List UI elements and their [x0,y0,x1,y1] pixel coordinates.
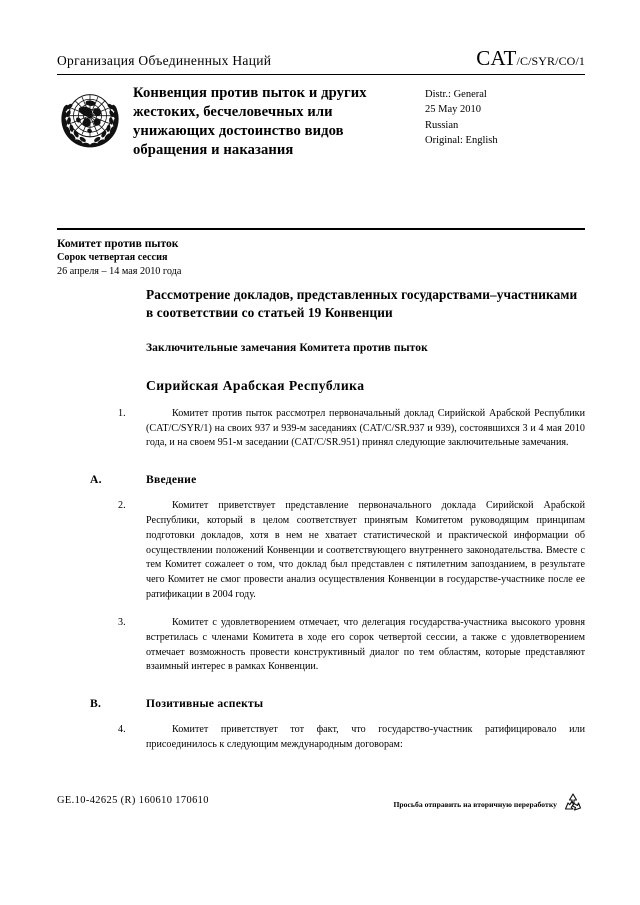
document-symbol-suffix: /C/SYR/CO/1 [516,54,585,68]
committee-session: Сорок четвертая сессия [57,252,168,264]
distribution-date: 25 May 2010 [425,104,481,116]
paragraph-4 [57,723,585,753]
page-footer [57,795,585,815]
document-symbol-main: CAT [476,46,517,70]
section-letter: A. [90,473,102,487]
masthead-top-row [57,46,585,75]
document-language: Russian [425,119,459,131]
paragraph-text: Комитет приветствует тот факт, что государство-участник ратифицировало или присоединилось к следующим международным договорам: [146,724,585,751]
recycle-notice [393,795,585,815]
paragraph-text: Комитет с удовлетворением отмечает, что делегация государства-участника высокого уровня встретилась с членами Комитета в ходе его сорок четвертой сессии, а также с удовлетворением отмечает возможность провести конструктивный диалог по тем областям, которые представляют взаимный интерес в рамках Конвенции. [146,616,585,673]
convention-title: Конвенция против пыток и других жестоких, бесчеловечных или унижающих достоинство видов обращения и наказания [133,85,367,158]
country-heading: Сирийская Арабская Республика [146,377,365,393]
paragraph-2 [57,499,585,603]
distribution-type: Distr.: General [425,89,487,100]
paragraph-text: Комитет приветствует представление первоначального доклада Сирийской Арабской Республики, который в целом соответствует принятым Комитетом руководящим принципам подготовки докладов, хотя в нем не хватает статистической и практической информации об осуществлении положений Конвенции и соответствующего внутреннего законодательства. Вместе с тем Комитет сожалеет о том, что доклад был представлен с пятилетним запозданием, в результате чего Комитет не смог провести анализ осуществления Конвенции в государстве-участнике после ее ратификации в 2004 году. [146,500,585,601]
job-number: GE.10-42625 (R) 160610 170610 [57,795,209,806]
organization-name: Организация Объединенных Наций [57,53,272,68]
section-title: Введение [146,473,197,487]
paragraph-number: 1. [118,407,126,419]
distribution-info [425,84,585,148]
headings-block [57,286,585,394]
committee-block [57,236,585,279]
document-symbol [476,46,585,71]
masthead-main-row [57,84,585,160]
paragraph-text: Комитет против пыток рассмотрел первоначальный доклад Сирийской Арабской Республики (CAT/C/SYR/1) на своих 937 и 939-м заседаниях (CAT/C/SR.937 и 939), состоявшихся 3 и 4 мая 2010 года, и на своем 951-м заседании (CAT/C/SR.951) принял следующие заключительные замечания. [146,407,585,449]
masthead-divider [57,228,585,230]
masthead [57,46,585,160]
document-body [57,286,585,753]
section-title: Позитивные аспекты [146,697,264,711]
original-language: Original: English [425,134,498,146]
paragraph-1 [57,407,585,451]
committee-dates: 26 апреля – 14 мая 2010 года [57,266,182,278]
section-letter: B. [90,697,102,711]
section-heading-a [57,473,585,486]
document-subtitle: Заключительные замечания Комитета против пыток [146,341,428,354]
paragraph-3 [57,616,585,675]
page-title: Рассмотрение докладов, представленных государствами–участниками в соответствии со статьей 19 Конвенции [146,287,578,321]
un-emblem [57,84,133,150]
paragraph-number: 4. [118,724,126,736]
recycle-icon [561,791,585,815]
paragraph-number: 3. [118,616,126,628]
recycle-text: Просьба отправить на вторичную переработку [393,800,557,809]
paragraph-number: 2. [118,500,126,512]
committee-name: Комитет против пыток [57,237,179,250]
section-heading-b [57,697,585,710]
